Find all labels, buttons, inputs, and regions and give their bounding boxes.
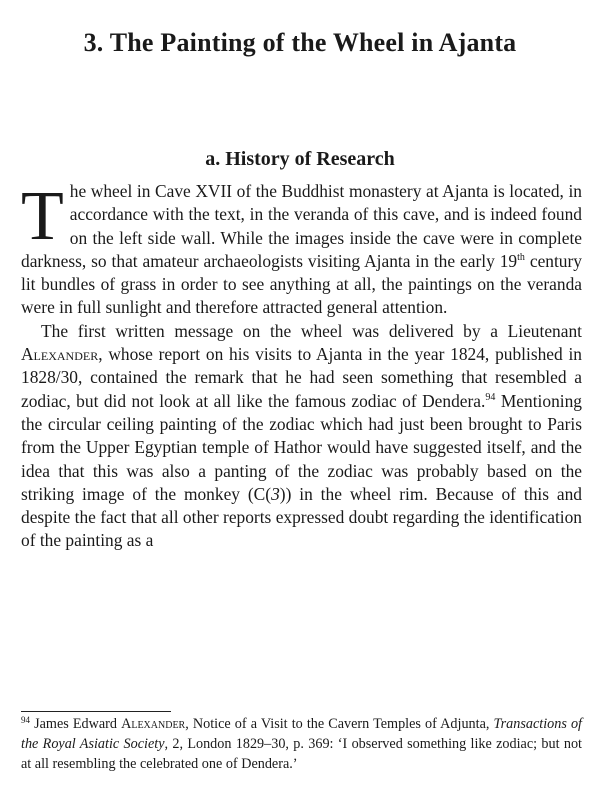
italic-number: 3 <box>271 483 280 504</box>
journal-title: Transactions of the Royal Asiatic Society <box>21 716 582 752</box>
body-text <box>21 180 582 553</box>
footnote-text-a: James Edward <box>30 716 122 732</box>
chapter-title: 3. The Painting of the Wheel in Ajanta <box>83 28 517 57</box>
paragraph-2-text-c: Mentioning the circular ceiling painting of the zodiac which had just been brought to Paris from the Upper Egyptian temple of Hathor would have suggested itself, and the idea that this was also a panting of the zodiac was probably based on the striking image of the monkey (C( <box>21 390 582 504</box>
paragraph-2-text-d: )) in the wheel rim. Because of this and despite the fact that all other reports expressed doubt regarding the identification of the painting as a <box>21 483 583 551</box>
paragraph-1-text-a: he wheel in Cave XVII of the Buddhist monastery at Ajanta is located, in accordance with the text, in the veranda of this cave, and is indeed found on the left side wall. While the images inside the cave were in complete darkness, so that amateur archaeologists visiting Ajanta in the early 19 <box>21 181 582 271</box>
footnote-text-c: , 2, London 1829–30, p. 369: ‘I observed something like zodiac; but not at all resembling the celebrated one of Dendera.’ <box>21 736 582 772</box>
footnote-text-b: , Notice of a Visit to the Cavern Temples of Adjunta, <box>185 716 494 732</box>
ordinal-suffix: th <box>517 251 525 263</box>
paragraph-1-text-b: century lit bundles of grass in order to see anything at all, the paintings on the veranda were in full sunlight and therefore attracted general attention. <box>21 250 582 318</box>
paragraph-2-text-b: , whose report on his visits to Ajanta in the year 1824, published in 1828/30, contained the remark that he had seen something that resembled a zodiac, but did not look at all like the famous zodiac of Dendera. <box>21 344 582 411</box>
footnote-reference[interactable]: 94 <box>485 391 496 403</box>
footnote <box>21 714 582 774</box>
footnote-number: 94 <box>21 715 30 725</box>
footnote-author-name: Alexander <box>121 716 186 732</box>
footnote-divider <box>21 711 171 712</box>
paragraph-2 <box>21 320 582 553</box>
drop-cap: T <box>21 178 64 255</box>
paragraph-1 <box>21 180 582 320</box>
section-title: a. History of Research <box>205 148 395 170</box>
paragraph-2-text-a: The first written message on the wheel was delivered by a Lieutenant <box>41 320 582 341</box>
author-name: Alexander <box>21 344 99 365</box>
